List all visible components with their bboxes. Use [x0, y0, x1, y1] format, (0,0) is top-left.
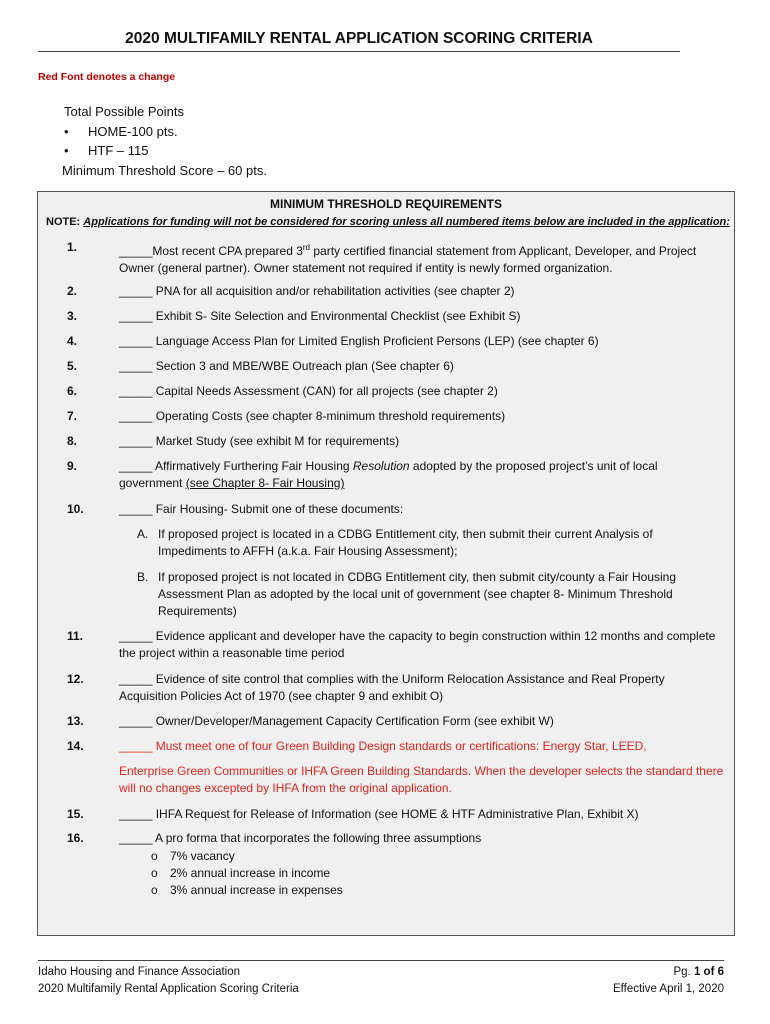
total-points — [62, 102, 267, 180]
page-number: Pg. 1 of 6 — [673, 966, 724, 978]
box-note: NOTE: Applications for funding will not be considered for scoring unless all numbered items below are included in the application: — [46, 216, 730, 228]
bullet-icon: • — [64, 123, 69, 139]
sub-item-b: B. If proposed project is not located in CDBG Entitlement city, then submit city/county a Fair Housing Assessment Plan as adopted by the local unit of government (see chapter 8- Minimum Threshold Requirements) — [137, 570, 677, 618]
footer-left — [38, 964, 299, 998]
points-htf: • HTF – 115 — [62, 141, 267, 161]
assumption-item: o 3% annual increase in expenses — [151, 883, 343, 897]
assumption-item: o 7% vacancy — [151, 849, 235, 863]
points-threshold: Minimum Threshold Score – 60 pts. — [62, 162, 267, 178]
assumption-item: o 2% annual increase in income — [151, 866, 331, 880]
footer-org: Idaho Housing and Finance Association — [38, 966, 241, 978]
footer-doc: 2020 Multifamily Rental Application Scoring Criteria — [38, 983, 299, 995]
change-note: Red Font denotes a change — [38, 71, 176, 83]
box-title: MINIMUM THRESHOLD REQUIREMENTS — [270, 197, 502, 211]
footer-divider — [38, 960, 724, 961]
bullet-icon: • — [64, 143, 69, 158]
footer-right — [613, 964, 724, 998]
sub-item-a: A. If proposed project is located in a CDBG Entitlement city, then submit their current Analysis of Impediments to AFFH (a.k.a. Fair Housing Assessment); — [137, 527, 653, 558]
points-heading: Total Possible Points — [64, 104, 184, 119]
points-home: • HOME-100 pts. — [62, 122, 267, 142]
threshold-requirements-box: MINIMUM THRESHOLD REQUIREMENTS NOTE: Applications for funding will not be considered for scoring unless all numbered items below are included in the application: 1. _____Most recent CPA prepared 3rd party certified financial statement from Applicant, Developer, and Project Owner (general partner). Owner statement not required if entity is newly formed organization. 2. _____ PNA for all acquisition and/or rehabilitation activities (see chapter 2) 3. _____ Exhibit S- Site Selection and Environmental Checklist (see Exhibit S) 4. _____ Language Access Plan for Limited English Proficient Persons (LEP) (see chapter 6) 5. _____ Section 3 and MBE/WBE Outreach plan (See chapter 6) 6. _____ Capital Needs Assessment (CAN) for all projects (see chapter 2) 7. _____ Operating Costs (see chapter 8-minimum threshold requirements) 8. _____ Market Study (see exhibit M for requirements) 9. _____ Affirmatively Furthering Fair Housing Resolution adopted by the proposed project’s unit of local government (see Chapter 8- Fair Housing) 10. _____ Fair Housing- Submit one of these documents: A. If proposed project is located in a CDBG Entitlement city, then submit their current Analysis of Impediments to AFFH (a.k.a. Fair Housing Assessment); B. If proposed project is not located in CDBG Entitlement city, then submit city/county a Fair Housing Assessment Plan as adopted by the local unit of government (see chapter 8- Minimum Threshold Requirements) 11. _____ Evidence applicant and developer have the capacity to begin construction within 12 months and complete the project within a reasonable time period 12. _____ Evidence of site control that complies with the Uniform Relocation Assistance and Real Property Acquisition Policies Act of 1970 (see chapter 9 and exhibit O) 13. _____ Owner/Developer/Management Capacity Certification Form (see exhibit W) 14. _____ Must meet one of four Green Building Design standards or certifications: Energy Star, LEED, Enterprise Green Communities or IHFA Green Building Standards. When the developer selects the standard there will no changes excepted by IHFA from the original application. 15. _____ IHFA Request for Release of Information (see HOME & HTF Administrative Plan, Exhibit X) 16. _____ A pro forma that incorporates the following three assumptions o 7% vacancy o 2% annual increase in income o 3% annual increase in expenses — [37, 191, 735, 936]
effective-date: Effective April 1, 2020 — [612, 983, 724, 995]
page-title: 2020 MULTIFAMILY RENTAL APPLICATION SCORING CRITERIA — [38, 30, 680, 52]
